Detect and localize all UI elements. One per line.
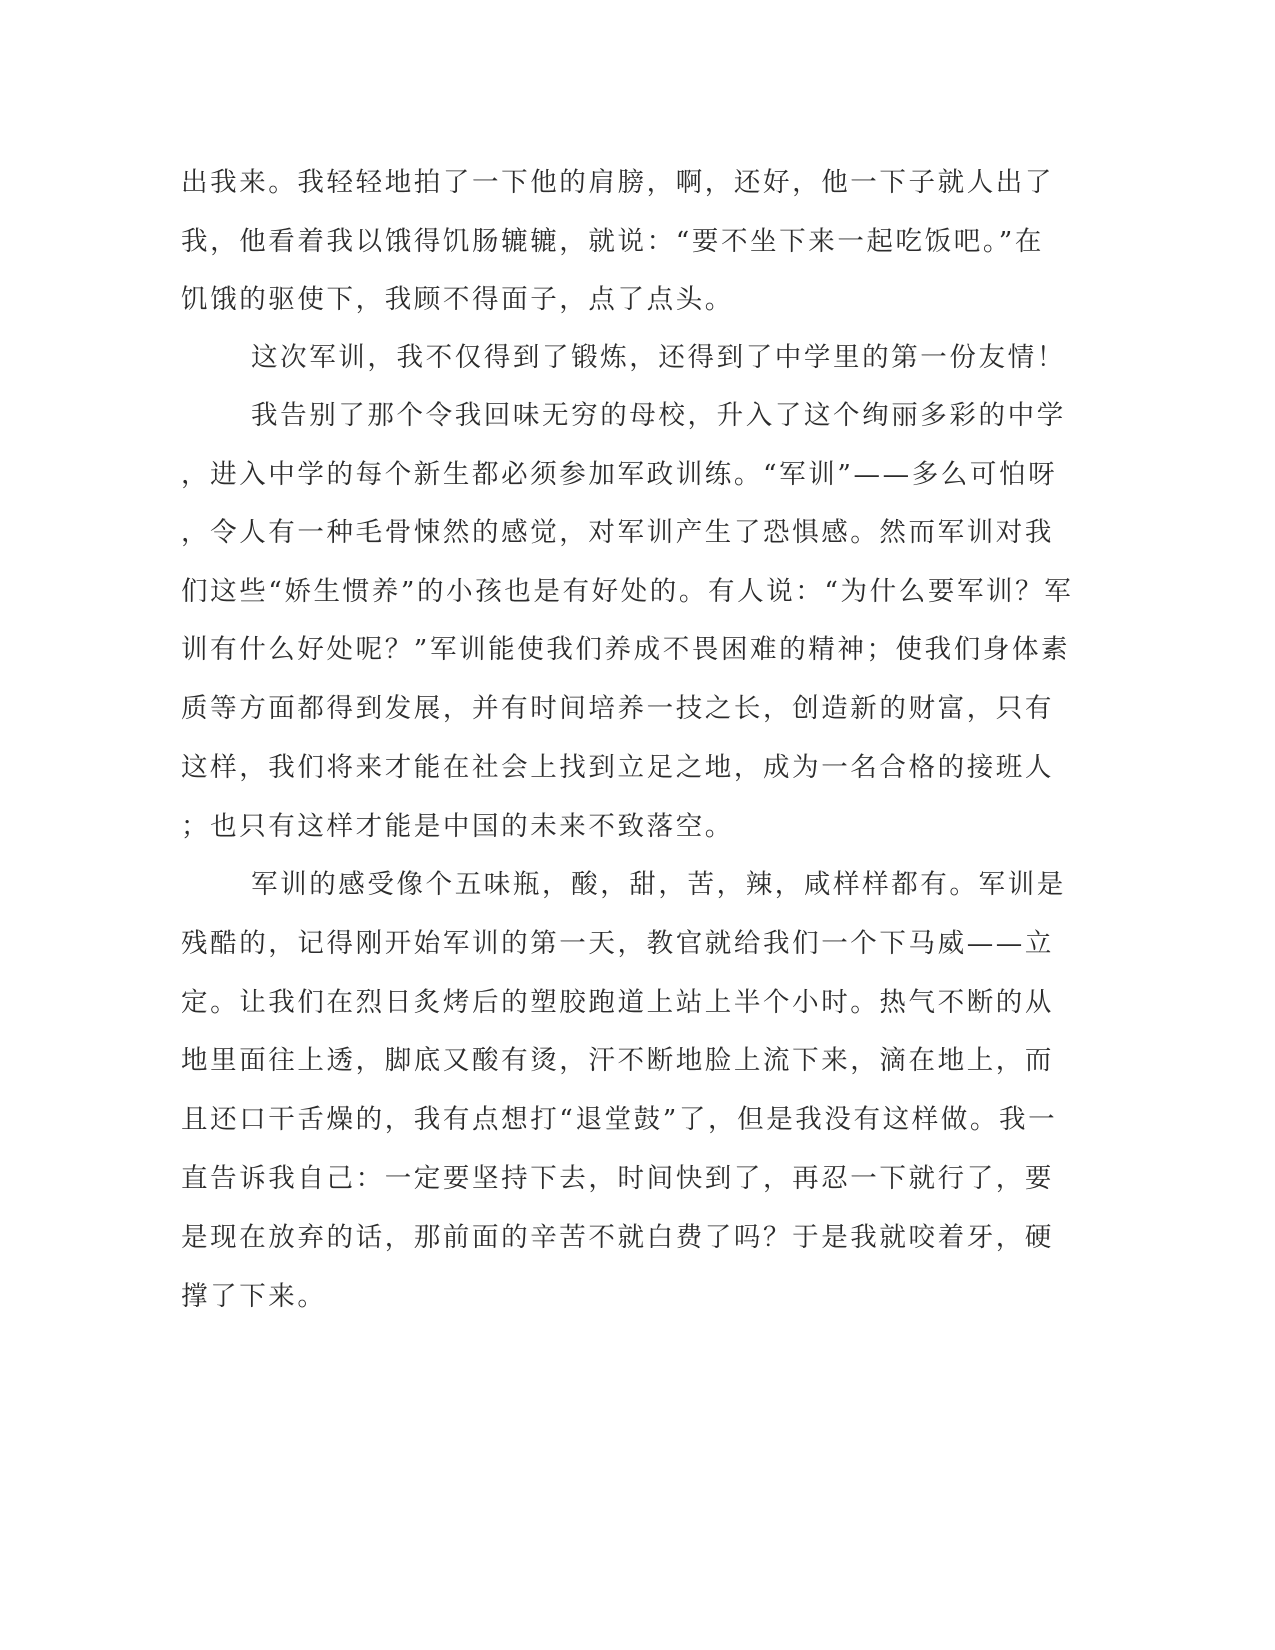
text-line: 定。让我们在烈日炙烤后的塑胶跑道上站上半个小时。热气不断的从 bbox=[181, 987, 1054, 1018]
text-line: ；也只有这样才能是中国的未来不致落空。 bbox=[181, 811, 734, 842]
text-line: 质等方面都得到发展，并有时间培养一技之长，创造新的财富，只有 bbox=[181, 693, 1054, 724]
paragraph-first-line: 军训的感受像个五味瓶，酸，甜，苦，辣，咸样样都有。军训是 bbox=[251, 869, 1066, 900]
paragraph-first-line: 这次军训，我不仅得到了锻炼，还得到了中学里的第一份友情！ bbox=[251, 342, 1066, 373]
text-line: 出我来。我轻轻地拍了一下他的肩膀，啊，还好，他一下子就人出了 bbox=[181, 167, 1054, 198]
text-line: 残酷的，记得刚开始军训的第一天，教官就给我们一个下马威——立 bbox=[181, 928, 1054, 959]
text-line: 训有什么好处呢？”军训能使我们养成不畏困难的精神；使我们身体素 bbox=[181, 634, 1071, 665]
text-line: 饥饿的驱使下，我顾不得面子，点了点头。 bbox=[181, 284, 734, 315]
text-line: 是现在放弃的话，那前面的辛苦不就白费了吗？于是我就咬着牙，硬 bbox=[181, 1222, 1054, 1253]
text-line: ，进入中学的每个新生都必须参加军政训练。“军训”——多么可怕呀 bbox=[181, 459, 1058, 490]
text-line: ，令人有一种毛骨悚然的感觉，对军训产生了恐惧感。然而军训对我 bbox=[181, 517, 1054, 548]
text-line: 我，他看着我以饿得饥肠辘辘，就说：“要不坐下来一起吃饭吧。”在 bbox=[181, 226, 1044, 257]
text-line: 撑了下来。 bbox=[181, 1281, 327, 1312]
text-line: 地里面往上透，脚底又酸有烫，汗不断地脸上流下来，滴在地上，而 bbox=[181, 1045, 1054, 1076]
text-line: 们这些“娇生惯养”的小孩也是有好处的。有人说：“为什么要军训？军 bbox=[181, 576, 1074, 607]
text-line: 且还口干舌燥的，我有点想打“退堂鼓”了，但是我没有这样做。我一 bbox=[181, 1104, 1058, 1135]
text-line: 直告诉我自己：一定要坚持下去，时间快到了，再忍一下就行了，要 bbox=[181, 1163, 1054, 1194]
paragraph-first-line: 我告别了那个令我回味无穷的母校，升入了这个绚丽多彩的中学 bbox=[251, 400, 1066, 431]
text-line: 这样，我们将来才能在社会上找到立足之地，成为一名合格的接班人 bbox=[181, 752, 1054, 783]
